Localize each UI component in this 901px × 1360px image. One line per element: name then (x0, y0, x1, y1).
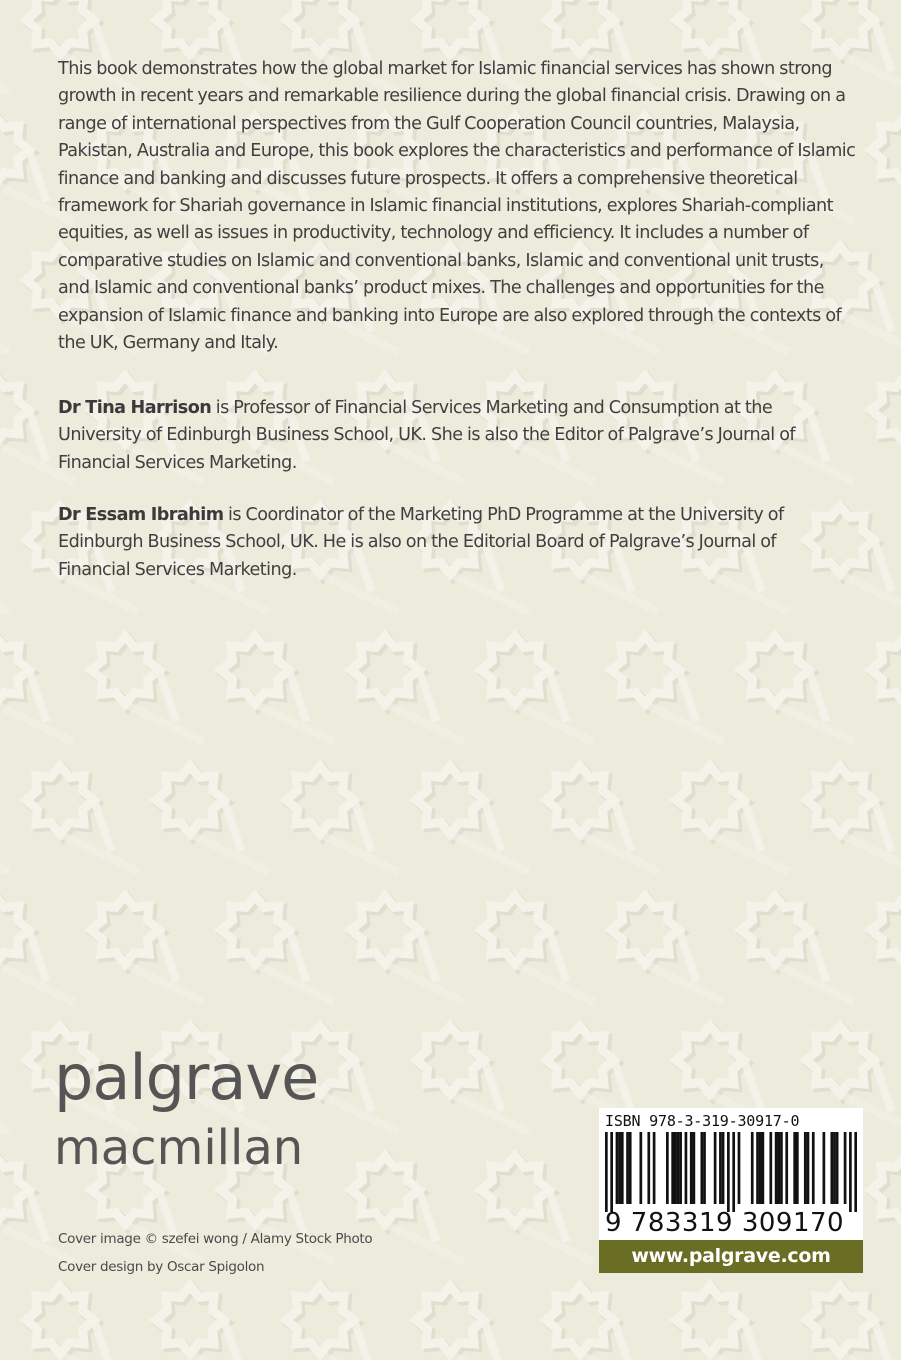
publisher-logo-macmillan: macmillan (54, 1120, 304, 1176)
barcode-bar (833, 1132, 836, 1204)
barcode-bar (629, 1132, 632, 1204)
author-name: Dr Essam Ibrahim (58, 505, 224, 525)
barcode-bar (626, 1132, 629, 1204)
cover-design-credit: Cover design by Oscar Spigolon (58, 1259, 265, 1275)
barcode-bar (732, 1132, 735, 1212)
barcode-bar (793, 1132, 796, 1204)
barcode-bar (756, 1132, 759, 1204)
barcode-bar (780, 1132, 783, 1204)
barcode-bar (674, 1132, 677, 1204)
barcode-bar (722, 1132, 725, 1204)
barcode-bar (690, 1132, 693, 1204)
barcode-bar (759, 1132, 762, 1204)
author-bio-harrison (58, 395, 848, 477)
barcode-bar (605, 1132, 608, 1212)
barcode-bar (621, 1132, 624, 1204)
barcode-bar (639, 1132, 642, 1204)
barcode-bar (666, 1132, 669, 1204)
barcode-bar (719, 1132, 722, 1204)
ean-digits: 9 783319 309170 (605, 1208, 845, 1238)
author-name: Dr Tina Harrison (58, 398, 212, 418)
barcode-bar (751, 1132, 754, 1204)
barcode-bar (775, 1132, 778, 1204)
author-bio-text: is Coordinator of the Marketing PhD Programme at the University of Edinburgh Business School, UK. He is also on the Editorial Board of Palgrave’s Journal of Financial Services Marketing. (58, 505, 784, 580)
barcode-bar (807, 1132, 810, 1204)
barcode-bar (836, 1132, 839, 1204)
barcode-bar (830, 1132, 833, 1204)
book-description: This book demonstrates how the global market for Islamic financial services has shown strong growth in recent years and remarkable resilience during the global financial crisis. Drawing on a range of international perspectives from the Gulf Cooperation Council countries, Malaysia, Pakistan, Australia and Europe, this book explores the characteristics and performance of Islamic finance and banking and discusses future prospects. It offers a comprehensive theoretical framework for Shariah governance in Islamic financial institutions, explores Shariah-compliant equities, as well as issues in productivity, technology and efficiency. It includes a number of comparative studies on Islamic and conventional banks, Islamic and conventional unit trusts, and Islamic and conventional banks’ product mixes. The challenges and opportunities for the expansion of Islamic finance and banking into Europe are also explored through the contexts of the UK, Germany and Italy. (58, 59, 856, 354)
author-bio-text: is Professor of Financial Services Marketing and Consumption at the University of Edinburgh Business School, UK. She is also the Editor of Palgrave’s Journal of Financial Services Marketing. (58, 398, 796, 473)
barcode-bar (685, 1132, 688, 1204)
barcode-bar (616, 1132, 619, 1204)
barcode-bar (647, 1132, 650, 1204)
barcode-bar (762, 1132, 765, 1204)
isbn-barcode (599, 1108, 863, 1240)
barcode-bar (738, 1132, 741, 1204)
barcode-bar (703, 1132, 706, 1204)
barcode-bar (677, 1132, 680, 1204)
barcode-bar (671, 1132, 674, 1204)
barcode-bar (823, 1132, 826, 1204)
barcode-bar (769, 1132, 772, 1204)
barcode-bar (727, 1132, 730, 1212)
barcode-bar (679, 1132, 682, 1204)
barcode-bar (618, 1132, 621, 1204)
barcode-bar (854, 1132, 857, 1212)
author-bio-ibrahim (58, 502, 848, 584)
barcode-bar (849, 1132, 852, 1212)
barcode-bar (785, 1132, 788, 1204)
barcode-bar (610, 1132, 613, 1212)
barcode-bars (605, 1132, 857, 1212)
barcode-bar (812, 1132, 815, 1204)
isbn-label: ISBN 978-3-319-30917-0 (605, 1112, 800, 1130)
barcode-bar (700, 1132, 703, 1204)
barcode-bar (844, 1132, 847, 1204)
barcode-bar (693, 1132, 696, 1204)
publisher-logo-palgrave: palgrave (54, 1041, 319, 1114)
barcode-bar (714, 1132, 717, 1204)
barcode-bar (653, 1132, 656, 1204)
barcode-bar (796, 1132, 799, 1204)
barcode-bar (777, 1132, 780, 1204)
barcode-bar (804, 1132, 807, 1204)
publisher-website-link[interactable]: www.palgrave.com (599, 1240, 863, 1273)
cover-image-credit: Cover image © szefei wong / Alamy Stock Photo (58, 1231, 373, 1247)
